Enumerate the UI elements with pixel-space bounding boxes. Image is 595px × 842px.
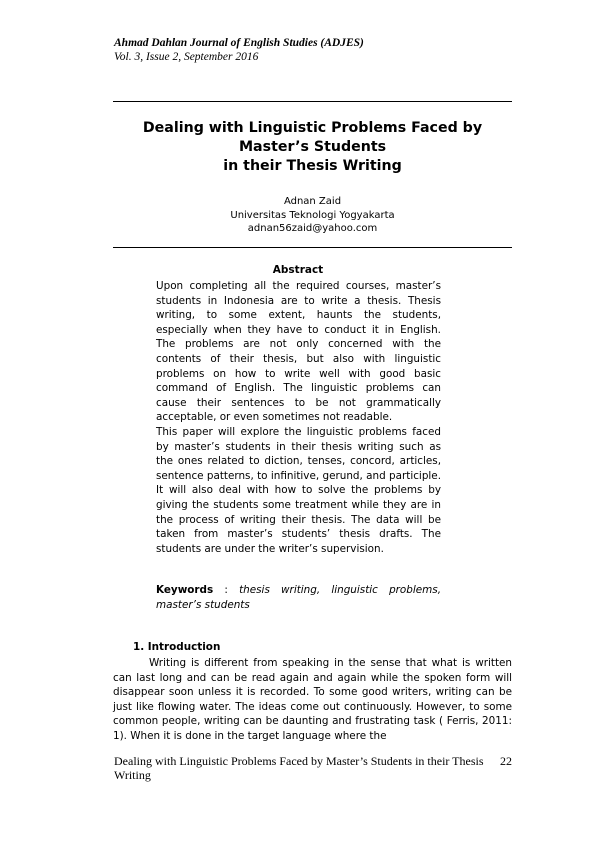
section-heading-introduction: 1. Introduction	[133, 641, 221, 653]
author-block	[113, 195, 512, 236]
keywords	[156, 583, 441, 612]
paper-title-line: in their Thesis Writing	[223, 158, 402, 174]
paper-title-line: Dealing with Linguistic Problems Faced by	[142, 120, 483, 136]
paper-title	[113, 119, 512, 176]
page-footer	[114, 754, 512, 782]
abstract-paragraph: Upon completing all the required courses, master’s students in Indonesia are to write a thesis. Thesis writing, to some extent, haunts the students, especially when they have to conduct it in English. The problems are not only concerned with the contents of their thesis, but also with linguistic problems on how to write well with good basic command of English. The linguistic problems can cause their sentences to be not grammatically acceptable, or even sometimes not readable.	[156, 280, 441, 424]
keywords-text: thesis writing, linguistic problems, master’s students	[156, 584, 442, 611]
author-email: adnan56zaid@yahoo.com	[247, 223, 378, 234]
abstract-body	[156, 279, 441, 556]
author-affiliation: Universitas Teknologi Yogyakarta	[230, 209, 395, 221]
paper-title-line: Master’s Students	[238, 139, 387, 155]
introduction-paragraph: Writing is different from speaking in the sense that what is written can last long and can be read again and again while the spoken form will disappear soon unless it is recorded. To some good writers, writing can be just like flowing water. The ideas come out continuously. However, to some common people, writing can be daunting and frustrating task ( Ferris, 2011: 1). When it is done in the target language where the	[113, 657, 512, 742]
journal-title: Ahmad Dahlan Journal of English Studies (ADJES)	[114, 37, 364, 49]
journal-volume-info: Vol. 3, Issue 2, September 2016	[114, 51, 259, 63]
footer-running-title: Dealing with Linguistic Problems Faced by Master’s Students in their Thesis Writing	[114, 754, 484, 782]
abstract-paragraph: This paper will explore the linguistic problems faced by master’s students in their thesis writing such as the ones related to diction, tenses, concord, articles, sentence patterns, to infinitive, gerund, and participle. It will also deal with how to solve the problems by giving the students some treatment while they are in the process of writing their thesis. The data will be taken from master’s students’ thesis drafts. The students are under the writer’s supervision.	[156, 425, 441, 555]
author-name: Adnan Zaid	[283, 196, 342, 207]
keywords-separator: :	[213, 584, 240, 596]
abstract-divider	[113, 247, 512, 248]
header-divider	[113, 101, 512, 102]
abstract-heading: Abstract	[272, 264, 324, 276]
page-number: 22	[500, 754, 512, 768]
keywords-label: Keywords	[156, 584, 214, 596]
